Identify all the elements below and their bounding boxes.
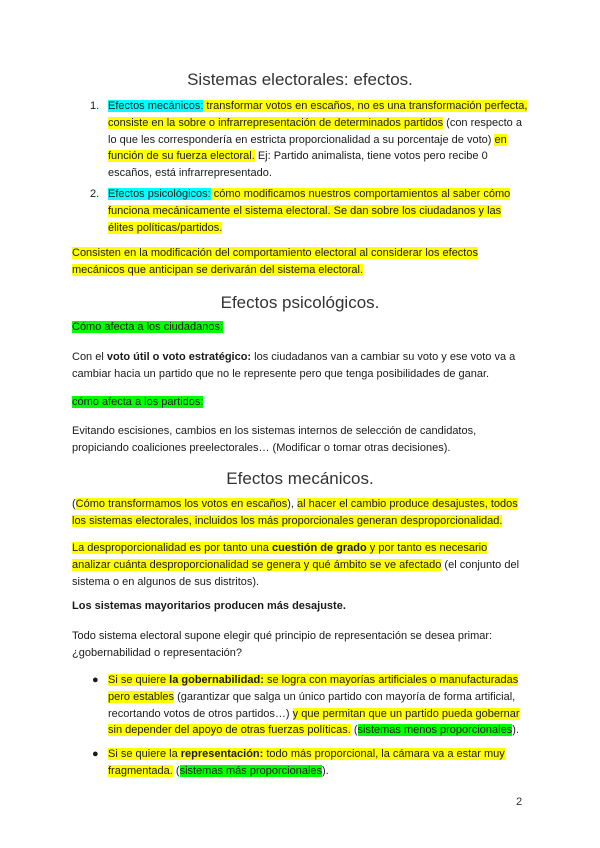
plain-text: los ciudadanos van a cambiar su voto y ese voto va a cambiar hacia un partido que no le represente pero que tenga posibilidades de ganar. <box>72 351 516 380</box>
list-number-1: 1. <box>90 100 100 112</box>
highlight-green: Cómo afecta a los ciudadanos: <box>72 321 224 333</box>
heading-efectos-mecanicos: Efectos mecánicos. <box>226 469 374 488</box>
heading-efectos-psicologicos: Efectos psicológicos. <box>220 293 380 312</box>
plain-text: ( <box>172 764 180 777</box>
highlight-green: sistemas menos proporcionales <box>357 724 513 737</box>
label-ciudadanos <box>72 319 528 336</box>
plain-text: ). <box>512 724 519 737</box>
paragraph-evitando: Evitando escisiones, cambios en los sistemas internos de selección de candidatos, propiciando coaliciones preelectorales… (Modificar o tomar otras decisiones). <box>72 425 477 454</box>
page-number: 2 <box>516 796 523 808</box>
paragraph-desproporcionalidad <box>72 540 528 590</box>
highlight-text: y que permitan que un partido pueda gobernar sin depender del apoyo de otras fuerzas políticas. <box>108 707 520 737</box>
paragraph-mayoritarios <box>72 598 528 615</box>
paragraph-consisten <box>72 245 528 279</box>
bold-statement: Los sistemas mayoritarios producen más desajuste. <box>72 600 346 612</box>
plain-text: ), <box>287 498 297 510</box>
highlight-text: todo más proporcional, la cámara va a estar muy fragmentada. <box>108 748 505 777</box>
bullet-icon: ● <box>92 748 99 760</box>
list-item-efectos-psicologicos <box>108 186 528 236</box>
bold-term: representación: <box>180 748 264 760</box>
highlight-text: Cómo transformamos los votos en escaños <box>75 498 288 510</box>
paragraph-transformamos <box>72 496 528 530</box>
highlight-green: cómo afecta a los partidos: <box>72 396 204 408</box>
bold-term: la gobernabilidad: <box>169 674 264 686</box>
term-efectos-psicologicos: Efectos psicológicos: <box>108 188 211 200</box>
highlight-text: se logra con mayorías artificiales o manufacturadas pero estables <box>108 674 519 703</box>
highlight-text: cómo modificamos nuestros comportamientos al saber cómo funciona mecánicamente el sistema electoral. Se dan sobre los ciudadanos y las élites políticas/partidos. <box>108 188 511 234</box>
bold-term: cuestión de grado <box>271 542 367 554</box>
plain-text: ). <box>322 764 329 777</box>
highlight-text: La desproporcionalidad es por tanto una <box>72 542 272 554</box>
highlight-text: Si se quiere <box>108 674 170 686</box>
highlight-text: en función de su fuerza electoral. <box>108 133 507 163</box>
term-efectos-mecanicos: Efectos mecánicos: <box>108 100 204 112</box>
list-item-efectos-mecanicos <box>108 98 528 182</box>
highlight-text: transformar votos en escaños, no es una transformación perfecta, consiste en la sobre o infrarrepresentación de determinados partidos <box>108 100 528 129</box>
bullet-icon: ● <box>92 674 99 686</box>
highlight-text: y por tanto es necesario analizar cuánta desproporcionalidad se genera y qué ámbito se ve afectado <box>72 542 488 571</box>
plain-text: (garantizar que salga un único partido con mayoría de forma artificial, recortando votos de otros partidos…) <box>108 690 516 720</box>
bullet-item-representacion <box>108 746 528 780</box>
plain-text: ( <box>72 498 76 510</box>
plain-text: Ej: Partido animalista, tiene votos pero recibe 0 escaños, está infrarrepresentado. <box>108 150 488 180</box>
bullet-item-gobernabilidad <box>108 672 528 739</box>
label-partidos <box>72 394 528 411</box>
plain-text: (el conjunto del sistema o en algunos de sus distritos). <box>72 558 520 588</box>
paragraph-todo-sistema: Todo sistema electoral supone elegir qué principio de representación se desea primar: ¿gobernabilidad o representación? <box>72 630 493 659</box>
plain-text: Con el <box>72 351 107 363</box>
bold-term: voto útil o voto estratégico: <box>106 351 252 363</box>
highlight-text: Consisten en la modificación del comportamiento electoral al considerar los efectos mecánicos que anticipan se derivarán del sistema electoral. <box>72 247 478 276</box>
list-number-2: 2. <box>90 188 100 200</box>
highlight-text: Si se quiere la <box>108 748 181 760</box>
page-title: Sistemas electorales: efectos. <box>187 70 413 89</box>
plain-text: ( <box>350 724 358 737</box>
highlight-text: al hacer el cambio produce desajustes, todos los sistemas electorales, incluidos los más proporcionales generan desproporcionalidad. <box>72 498 518 527</box>
highlight-green: sistemas más proporcionales <box>179 764 323 777</box>
plain-text: (con respecto a lo que les correspondería en estricta proporcionalidad a su porcentaje de voto) <box>108 116 522 146</box>
paragraph-voto-util <box>72 349 528 383</box>
